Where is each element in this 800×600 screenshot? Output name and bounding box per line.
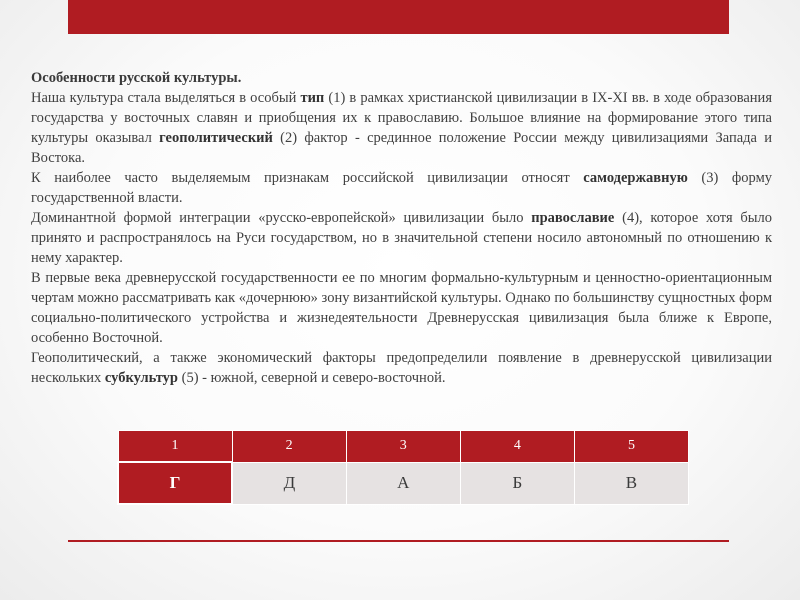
table-header-cell: 4 [460,431,574,463]
term-subcultures: субкультур [104,370,178,386]
bottom-divider [68,540,729,542]
paragraph-autocracy [31,168,772,208]
table-answer-cell: А [346,462,460,504]
term-geopolitical: геополитический [159,130,273,146]
text-segment: В первые века древнерусской государственности ее по многим формально-культурным и ценностно-ориентационным чертам можно рассматривать как «дочернюю» зону византийской культуры. Однако по большинству сущностных форм социально-политического устройства и жизнедеятельности Древнерусская цивилизация была ближе к Европе, особенно Восточной. [31,270,772,346]
text-segment: (1) в рамках христианской цивилизации в IX-XI вв. в ходе образования государства у восточных славян и приобщения их к православию. Большое влияние на формирование этого типа культуры оказывал [31,90,772,146]
term-type: тип [300,90,325,106]
text-segment: Доминантной формой интеграции «русско-европейской» цивилизации было [31,210,532,226]
text-segment: Наша культура стала выделяться в особый [31,90,301,106]
text-segment: (4), которое хотя было принято и распространялось на Руси государством, но в значительной степени носило автономный по отношению к нему характер. [31,210,772,266]
top-accent-bar [68,0,729,34]
table-answer-cell: Г [118,462,232,504]
text-segment: (5) - южной, северной и северо-восточной. [177,370,446,386]
table-header-row [118,431,689,463]
text-segment: Геополитический, а также экономический факторы предопределили появление в древнерусской цивилизации нескольких [31,350,772,386]
table-header-cell: 3 [346,431,460,463]
term-orthodoxy: православие [531,210,615,226]
table-header-cell: 2 [232,431,346,463]
table-header-cell: 5 [574,431,688,463]
paragraph-culture-type [31,88,772,168]
text-segment: (2) фактор - срединное положение России между цивилизациями Запада и Востока. [31,130,773,166]
table-answer-cell: В [574,462,688,504]
table-answer-cell: Б [460,462,574,504]
paragraph-orthodoxy [31,208,772,268]
paragraph-subcultures [31,348,772,388]
term-autocratic: самодержавную [583,170,688,186]
table-answer-cell: Д [232,462,346,504]
text-segment: (3) форму государственной власти. [31,170,772,206]
paragraph-byzantine [31,268,772,348]
main-content [31,68,772,388]
page-title: Особенности русской культуры. [31,70,242,86]
table-answer-row [118,462,689,504]
text-segment: К наиболее часто выделяемым признакам российской цивилизации относят [31,170,584,186]
answer-table [117,430,689,505]
table-header-cell: 1 [118,431,232,463]
